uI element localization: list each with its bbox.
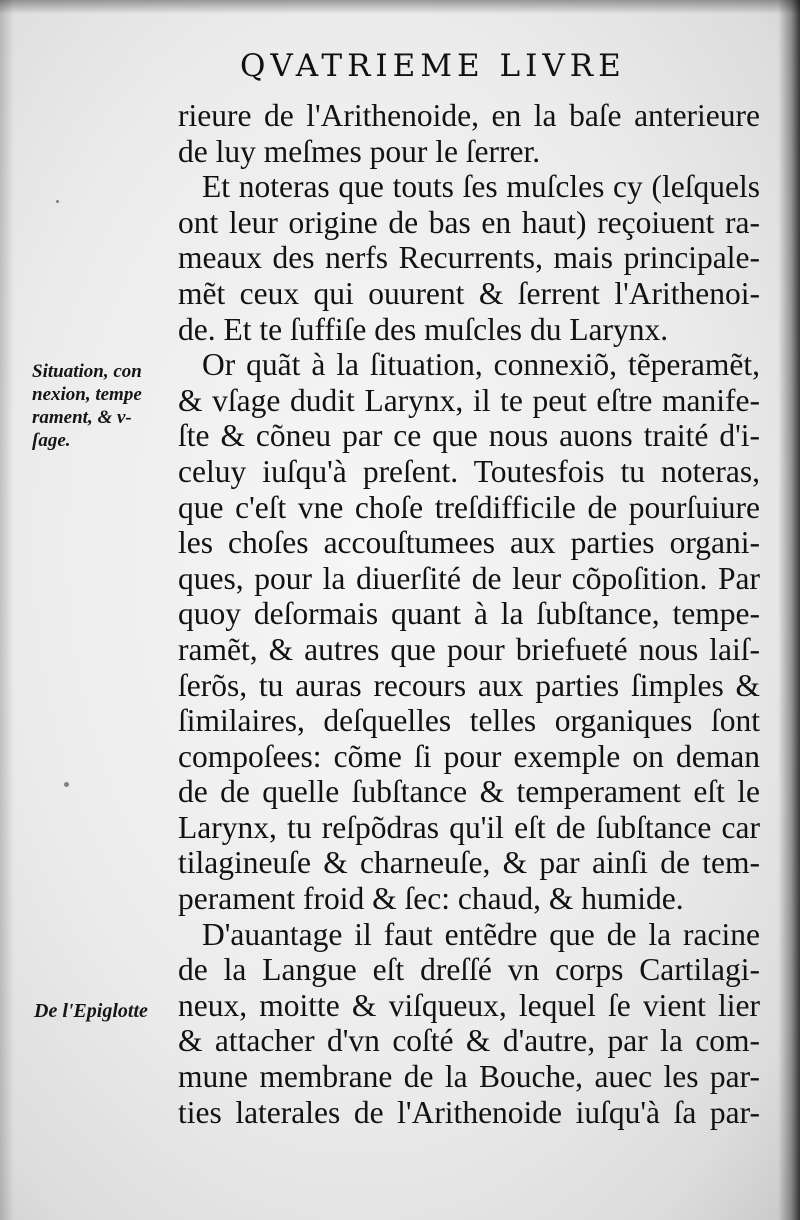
page-left-shadow (0, 0, 14, 1220)
text-line: meaux des nerfs Recurrents, mais principale- (178, 240, 760, 276)
text-line: Et noteras que touts ſes muſcles cy (leſquels (202, 169, 760, 205)
text-line: ſimilaires, deſquelles telles organiques ſont (178, 703, 760, 739)
margin-note-epiglotte (34, 1000, 194, 1023)
page-gutter-shadow (778, 0, 800, 1220)
text-line: ſte & cõneu par ce que nous auons traité d'i- (178, 418, 760, 454)
text-line: rieure de l'Arithenoide, en la baſe anterieure (178, 98, 760, 133)
text-line: les choſes accouſtumees aux parties organi- (178, 525, 760, 561)
text-line: perament froid & ſec: chaud, & humide. (178, 881, 684, 917)
text-line: neux, moitte & viſqueux, lequel ſe vient lier (178, 987, 760, 1023)
text-line: ques, pour la diuerſité de leur cõpoſition. Par (178, 560, 760, 596)
margin-note-line: De l'Epiglotte (34, 1000, 148, 1022)
ink-speck (64, 782, 69, 787)
running-head: QVATRIEME LIVRE (240, 48, 626, 84)
text-line: D'auantage il faut entẽdre que de la racine (202, 916, 760, 952)
margin-note-situation (32, 360, 192, 452)
text-line: tilagineuſe & charneuſe, & par ainſi de tem- (178, 845, 760, 881)
body-text (178, 98, 760, 1130)
text-line: ſerõs, tu auras recours aux parties ſimples & (178, 667, 760, 703)
text-line: mẽt ceux qui ouurent & ſerrent l'Arithenoi- (178, 275, 760, 311)
text-line: & vſage dudit Larynx, il te peut eſtre manife- (178, 382, 760, 418)
text-line: que c'eſt vne choſe treſdifficile de pourſuiure (178, 489, 760, 525)
text-line: compoſees: cõme ſi pour exemple on deman (178, 738, 760, 774)
ink-speck (56, 200, 59, 203)
text-line: mune membrane de la Bouche, auec les par- (178, 1059, 760, 1095)
margin-note-line: nexion, tempe (32, 384, 142, 405)
text-line: de. Et te ſuffiſe des muſcles du Larynx. (178, 311, 669, 347)
text-line: ties laterales de l'Arithenoide iuſqu'à ſa par- (178, 1094, 760, 1130)
text-line: quoy deſormais quant à la ſubſtance, tempe- (178, 596, 760, 632)
text-line: ont leur origine de bas en haut) reçoiuent ra- (178, 204, 760, 240)
text-line: & attacher d'vn coſté & d'autre, par la com- (178, 1023, 760, 1059)
text-line: de la Langue eſt dreſſé vn corps Cartilagi- (178, 952, 760, 988)
margin-note-line: Situation, con (32, 361, 142, 382)
text-line: celuy iuſqu'à preſent. Toutesfois tu noteras, (178, 453, 760, 489)
page-top-shadow (0, 0, 800, 14)
margin-note-line: rament, & v- (32, 407, 132, 428)
text-line: de de quelle ſubſtance & temperament eſt le (178, 774, 760, 810)
text-line: de luy meſmes pour le ſerrer. (178, 133, 541, 169)
text-line: ramẽt, & autres que pour briefueté nous laiſ- (178, 631, 760, 667)
margin-note-line: ſage. (32, 430, 71, 451)
text-line: Or quãt à la ſituation, connexiõ, tẽperamẽt, (202, 347, 760, 383)
text-line: Larynx, tu reſpõdras qu'il eſt de ſubſtance car (178, 809, 760, 845)
